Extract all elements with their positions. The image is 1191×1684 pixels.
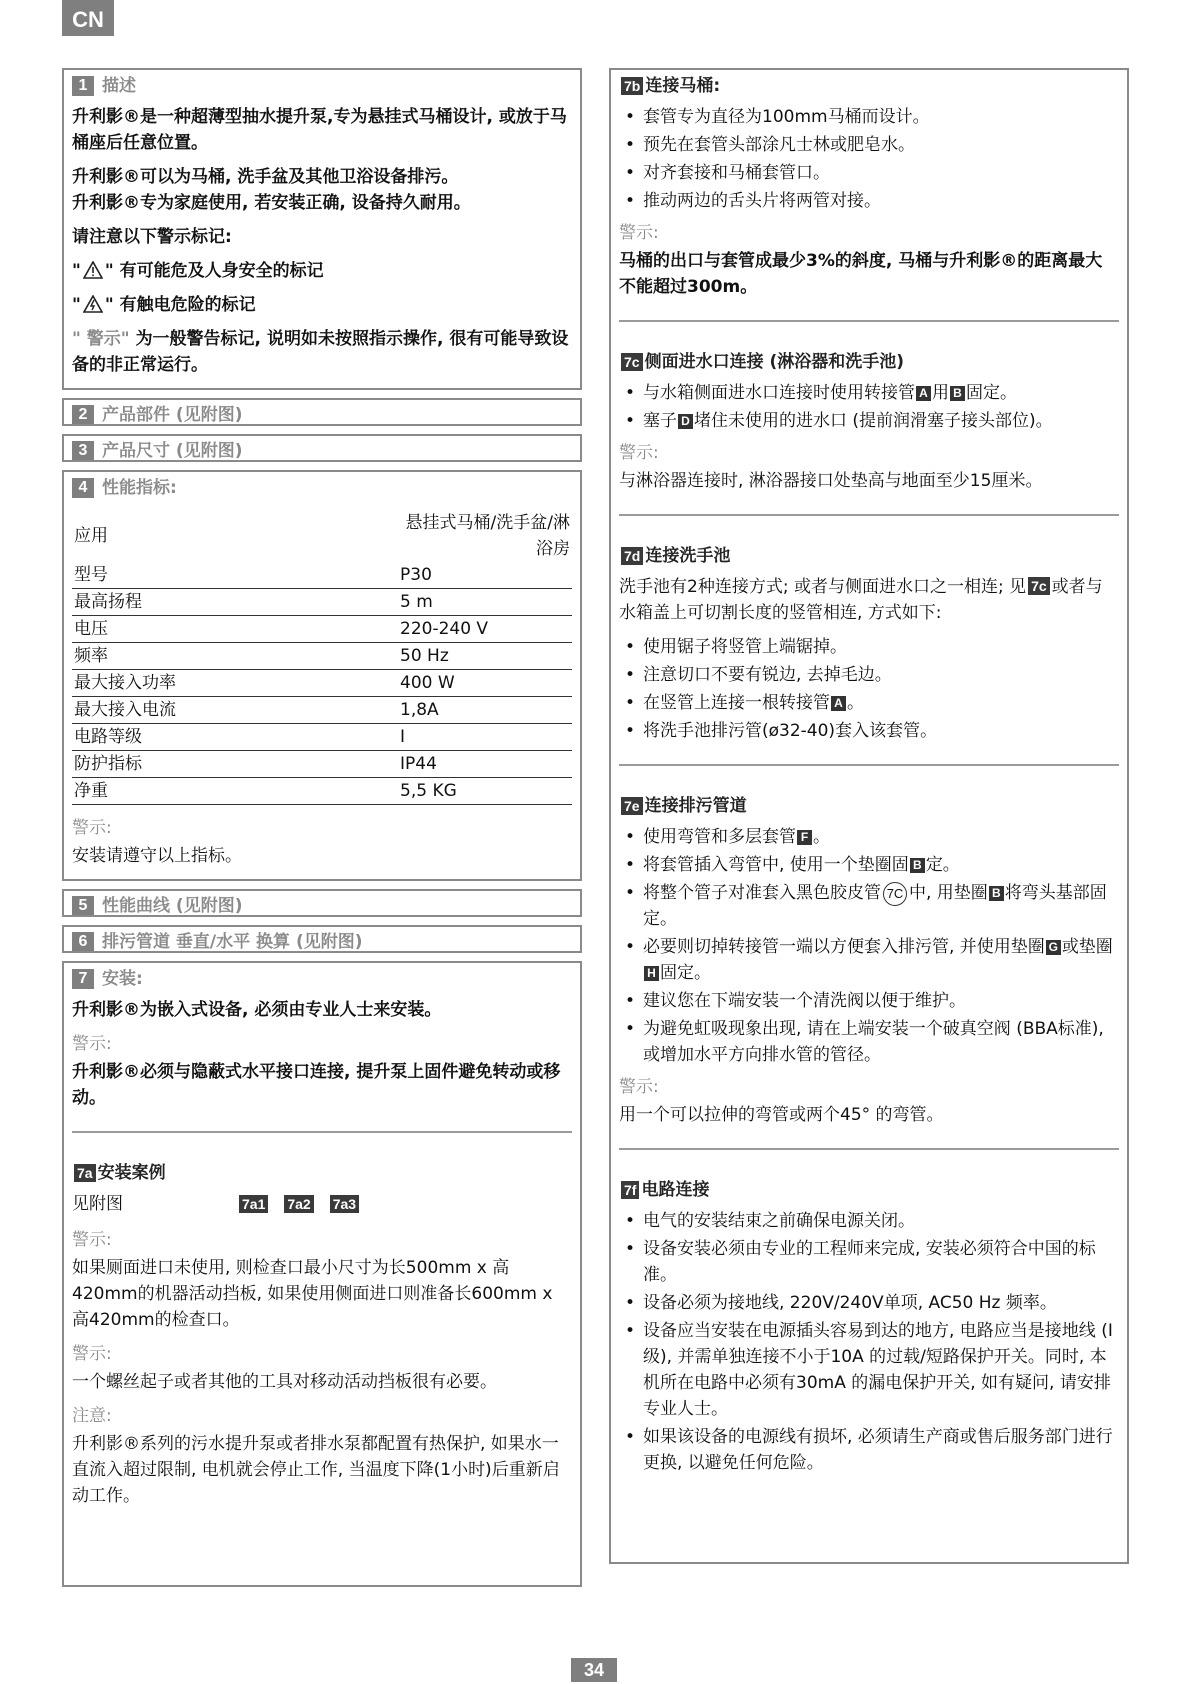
paragraph: 升利影®为嵌入式设备, 必须由专业人士来安装。 [72, 1000, 442, 1020]
list-item: • 电气的安装结束之前确保电源关闭。 [619, 1208, 1119, 1234]
section-title: 性能曲线 (见附图) [102, 896, 243, 916]
section-3-dimensions [62, 434, 582, 462]
part-marker: H [644, 966, 659, 981]
left-column [62, 68, 582, 1595]
warning-text: 安装请遵守以上指标。 [72, 846, 242, 866]
list-item: • 设备必须为接地线, 220V/240V单项, AC50 Hz 频率。 [619, 1290, 1119, 1316]
section-title: 连接马桶: [645, 76, 721, 96]
warning-triangle-icon [83, 261, 103, 279]
warning-label: 警示: [72, 1230, 112, 1250]
paragraph: 请注意以下警示标记: [72, 227, 232, 247]
divider [72, 1131, 572, 1133]
list-item: • 设备应当安装在电源插头容易到达的地方, 电路应当是接地线 (I级), 并需单独连接不小于10A 的过载/短路保护开关。同时, 本机所在电路中必须有30mA 的漏电保护开关, 如有疑问, 请安排专业人士。 [619, 1318, 1119, 1422]
table-row: 频率 50 Hz [72, 643, 572, 670]
section-number: 3 [72, 441, 94, 461]
section-title: 产品部件 (见附图) [102, 405, 243, 425]
list-item: • 将套管插入弯管中, 使用一个垫圈固 B 定。 [619, 852, 1119, 878]
figure-ref: 7a2 [284, 1195, 313, 1213]
section-number: 7b [621, 77, 643, 95]
paragraph: 升利影®是一种超薄型抽水提升泵,专为悬挂式马桶设计, 或放于马桶座后任意位置。 [72, 107, 567, 153]
figure-reference-row [72, 1191, 572, 1217]
see-figure-label: 见附图 [72, 1194, 123, 1214]
right-column [609, 68, 1129, 1564]
section-title: 安装案例 [97, 1163, 166, 1183]
section-title: 排污管道 垂直/水平 换算 (见附图) [102, 932, 363, 952]
warning-text: 升利影®必须与隐蔽式水平接口连接, 提升泵上固件避免转动或移动。 [72, 1062, 561, 1108]
electric-hazard-icon [83, 295, 103, 313]
part-marker: A [831, 696, 846, 711]
electric-mark-line: " " 有触电危险的标记 [72, 295, 256, 315]
list-item: • 预先在套管头部涂凡士林或肥皂水。 [619, 132, 1119, 158]
list-item: • 必要则切掉转接管一端以方便套入排污管, 并使用垫圈 G 或垫圈H 固定。 [619, 934, 1119, 986]
table-row: 型号 P30 [72, 562, 572, 589]
part-marker: D [678, 414, 693, 429]
section-number: 7 [72, 969, 94, 989]
language-badge: CN [62, 0, 114, 36]
part-marker: B [989, 886, 1004, 901]
section-number: 4 [72, 478, 94, 498]
list-item: • 使用弯管和多层套管 F 。 [619, 824, 1119, 850]
list-item: • 使用锯子将竖管上端锯掉。 [619, 634, 1119, 660]
part-marker: B [910, 858, 925, 873]
section-title: 产品尺寸 (见附图) [102, 441, 243, 461]
section-1-description [62, 68, 582, 390]
list-item: • 将洗手池排污管(ø32-40)套入该套管。 [619, 718, 1119, 744]
figure-ref: 7a1 [239, 1195, 268, 1213]
list-item: • 与水箱侧面进水口连接时使用转接管 A 用 B 固定。 [619, 380, 1119, 406]
warning-text: 一个螺丝起子或者其他的工具对移动活动挡板很有必要。 [72, 1372, 497, 1392]
table-row: 防护指标 IP44 [72, 751, 572, 778]
list-item: • 为避免虹吸现象出现, 请在上端安装一个破真空阀 (BBA标准), 或增加水平方向排水管的管径。 [619, 1016, 1119, 1068]
spec-table [72, 510, 572, 805]
table-row: 电压 220-240 V [72, 616, 572, 643]
installation-steps-box [609, 68, 1129, 1564]
subsection-7e-header [619, 794, 1119, 818]
warning-word: " 警示" [72, 329, 130, 349]
table-row: 电路等级 I [72, 724, 572, 751]
page-number: 34 [571, 1658, 617, 1682]
table-row: 净重 5,5 KG [72, 778, 572, 805]
figure-ref: 7c [1028, 577, 1050, 595]
step-list [619, 824, 1119, 1068]
list-item: • 注意切口不要有锐边, 去掉毛边。 [619, 662, 1119, 688]
section-number: 7d [621, 547, 643, 565]
figure-ref: 7a3 [330, 1195, 359, 1213]
table-row: 应用 悬挂式马桶/洗手盆/淋浴房 [74, 513, 570, 559]
table-row: 最大接入功率 400 W [72, 670, 572, 697]
section-5-performance-curve [62, 889, 582, 917]
section-title: 性能指标: [102, 478, 177, 498]
table-row: 最高扬程 5 m [72, 589, 572, 616]
mark-description: 有触电危险的标记 [119, 295, 256, 315]
part-circle-marker: 7C [883, 882, 907, 906]
section-title: 连接排污管道 [644, 796, 747, 816]
section-number: 7e [621, 797, 643, 815]
subsection-7d-header [619, 544, 1119, 568]
divider [619, 514, 1119, 516]
paragraph: 升利影®专为家庭使用, 若安装正确, 设备持久耐用。 [72, 193, 471, 213]
part-marker: G [1046, 940, 1061, 955]
section-7-installation [62, 961, 582, 1587]
paragraph: 洗手池有2种连接方式; 或者与侧面进水口之一相连; 见 7c 或者与水箱盖上可切割长度的竖管相连, 方式如下: [619, 577, 1103, 623]
paragraph: 升利影®可以为马桶, 洗手盆及其他卫浴设备排污。 [72, 167, 459, 187]
list-item: • 如果该设备的电源线有损坏, 必须请生产商或售后服务部门进行更换, 以避免任何危险。 [619, 1424, 1119, 1476]
subsection-7c-header [619, 350, 1119, 374]
note-label: 注意: [72, 1406, 112, 1426]
list-item: • 在竖管上连接一根转接管 A 。 [619, 690, 1119, 716]
warning-text: 与淋浴器连接时, 淋浴器接口处垫高与地面至少15厘米。 [619, 471, 1043, 491]
list-item: • 将整个管子对准套入黑色胶皮管 7C 中, 用垫圈 B 将弯头基部固定。 [619, 880, 1119, 932]
section-number: 6 [72, 932, 94, 952]
warning-text: 马桶的出口与套管成最少3%的斜度, 马桶与升利影®的距离最大不能超过300m。 [619, 251, 1103, 297]
subsection-7b-header [619, 74, 1119, 98]
step-list [619, 1208, 1119, 1476]
section-number: 2 [72, 405, 94, 425]
mark-description: 有可能危及人身安全的标记 [119, 261, 324, 281]
section-number: 7c [621, 353, 643, 371]
section-number: 7f [621, 1181, 639, 1199]
section-number: 1 [72, 76, 94, 96]
list-item: • 对齐套接和马桶套管口。 [619, 160, 1119, 186]
list-item: • 设备安装必须由专业的工程师来完成, 安装必须符合中国的标准。 [619, 1236, 1119, 1288]
warning-label: 警示: [619, 443, 659, 463]
warning-text: 如果厕面进口未使用, 则检查口最小尺寸为长500mm x 高420mm的机器活动挡板, 如果使用侧面进口则准备长600mm x 高420mm的检查口。 [72, 1258, 553, 1330]
list-item: • 建议您在下端安装一个清洗阀以便于维护。 [619, 988, 1119, 1014]
section-number: 5 [72, 896, 94, 916]
warning-label: 警示: [619, 223, 659, 243]
section-2-parts [62, 398, 582, 426]
warning-text: 用一个可以拉伸的弯管或两个45° 的弯管。 [619, 1105, 944, 1125]
warning-mark-line: " " 有可能危及人身安全的标记 [72, 261, 324, 281]
section-title: 侧面进水口连接 (淋浴器和洗手池) [644, 352, 905, 372]
part-marker: B [950, 386, 965, 401]
section-title: 描述 [102, 76, 136, 96]
section-title: 安装: [102, 969, 143, 989]
subsection-7f-header [619, 1178, 1119, 1202]
section-4-specifications [62, 470, 582, 881]
divider [619, 320, 1119, 322]
table-row: 最大接入电流 1,8A [72, 697, 572, 724]
divider [619, 1148, 1119, 1150]
list-item: • 推动两边的舌头片将两管对接。 [619, 188, 1119, 214]
part-marker: F [797, 830, 812, 845]
list-item: • 套管专为直径为100mm马桶而设计。 [619, 104, 1119, 130]
list-item: • 塞子 D 堵住未使用的进水口 (提前润滑塞子接头部位)。 [619, 408, 1119, 434]
section-title: 连接洗手池 [645, 546, 731, 566]
section-number: 7a [74, 1164, 96, 1182]
subsection-7a-header [72, 1161, 572, 1185]
part-marker: A [916, 386, 931, 401]
note-text: 升利影®系列的污水提升泵或者排水泵都配置有热保护, 如果水一直流入超过限制, 电机就会停止工作, 当温度下降(1小时)后重新启动工作。 [72, 1434, 560, 1506]
step-list [619, 380, 1119, 434]
warning-label: 警示: [619, 1077, 659, 1097]
warning-label: 警示: [72, 1344, 112, 1364]
general-warning-line: " 警示" 为一般警告标记, 说明如未按照指示操作, 很有可能导致设备的非正常运行。 [72, 329, 569, 375]
section-6-discharge-conversion [62, 925, 582, 953]
warning-label: 警示: [72, 818, 112, 838]
warning-label: 警示: [72, 1034, 112, 1054]
section-title: 电路连接 [641, 1180, 710, 1200]
step-list [619, 634, 1119, 744]
step-list [619, 104, 1119, 214]
divider [619, 764, 1119, 766]
